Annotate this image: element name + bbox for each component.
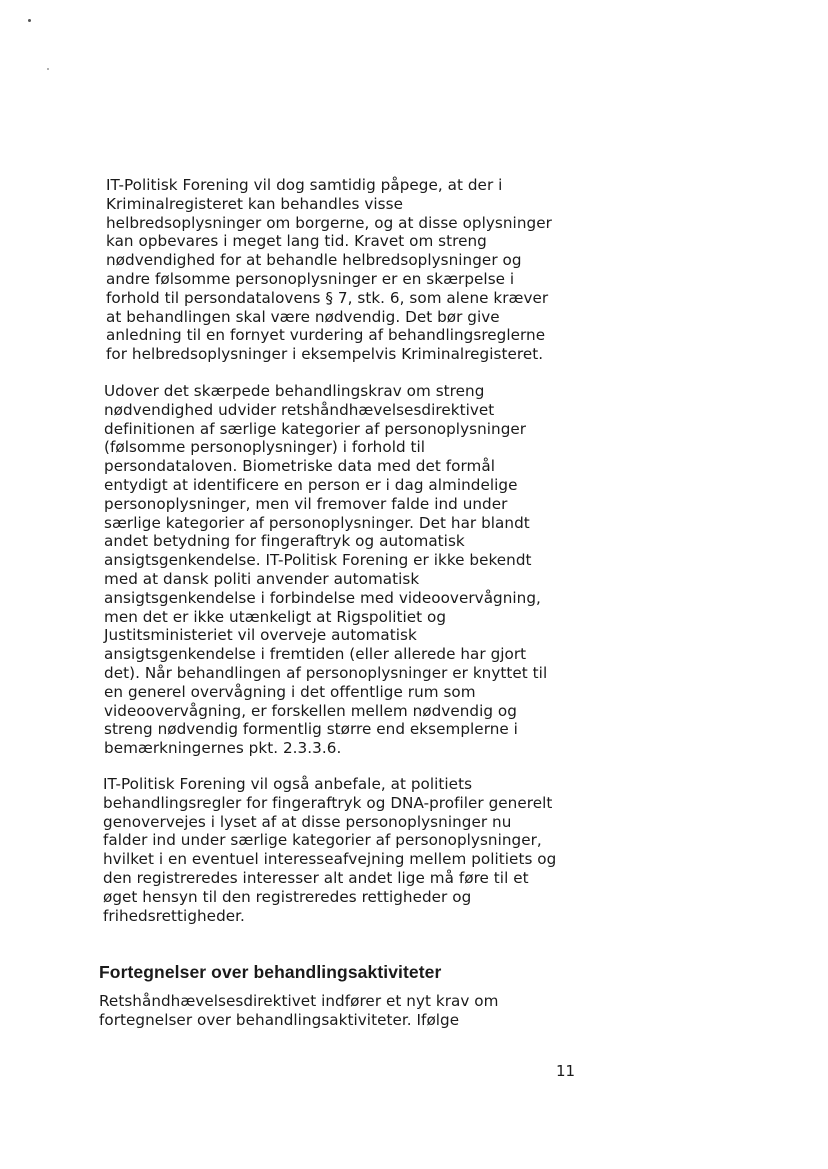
- text-line: en generel overvågning i det offentlige rum som: [104, 682, 476, 701]
- paragraph-records-intro: [99, 992, 498, 1030]
- paragraph-health-data: [106, 176, 552, 364]
- text-line: Kriminalregisteret kan behandles visse: [106, 194, 404, 213]
- text-line: at behandlingen skal være nødvendig. Det bør give: [106, 307, 500, 326]
- text-line: andet betydning for fingeraftryk og automatisk: [104, 532, 465, 551]
- text-line: personoplysninger, men vil fremover falde ind under: [104, 494, 508, 513]
- paragraph-fingerprint-dna: [103, 775, 556, 925]
- text-line: særlige kategorier af personoplysninger. Det har blandt: [104, 513, 530, 532]
- text-line: frihedsrettigheder.: [103, 906, 245, 925]
- text-line: for helbredsoplysninger i eksempelvis Kriminalregisteret.: [106, 345, 544, 364]
- text-line: Justitsministeriet vil overveje automatisk: [104, 626, 417, 645]
- page-number: 11: [556, 1062, 576, 1080]
- text-line: Retshåndhævelsesdirektivet indfører et nyt krav om: [99, 992, 499, 1010]
- scan-speck: [28, 19, 31, 22]
- text-line: Udover det skærpede behandlingskrav om streng: [104, 382, 485, 400]
- text-line: ansigtsgenkendelse i forbindelse med videoovervågning,: [104, 588, 541, 607]
- section-heading: Fortegnelser over behandlingsaktiviteter: [99, 962, 442, 982]
- text-line: (følsomme personoplysninger) i forhold til: [104, 438, 426, 457]
- text-line: genovervejes i lyset af at disse personoplysninger nu: [103, 812, 512, 831]
- text-line: falder ind under særlige kategorier af personoplysninger,: [103, 831, 542, 850]
- text-line: den registreredes interesser alt andet lige må føre til et: [103, 868, 529, 887]
- text-line: definitionen af særlige kategorier af personoplysninger: [104, 419, 527, 438]
- paragraph-special-categories: [104, 382, 547, 758]
- text-line: bemærkningernes pkt. 2.3.3.6.: [104, 739, 342, 758]
- text-line: øget hensyn til den registreredes rettigheder og: [103, 887, 472, 906]
- text-line: IT-Politisk Forening vil dog samtidig påpege, at der i: [106, 176, 503, 194]
- text-line: forhold til persondatalovens § 7, stk. 6, som alene kræver: [106, 288, 549, 307]
- text-line: helbredsoplysninger om borgerne, og at disse oplysninger: [106, 213, 552, 232]
- text-line: persondataloven. Biometriske data med det formål: [104, 457, 495, 476]
- text-line: anledning til en fornyet vurdering af behandlingsreglerne: [106, 326, 546, 345]
- text-line: entydigt at identificere en person er i dag almindelige: [104, 475, 518, 494]
- text-line: fortegnelser over behandlingsaktiviteter. Ifølge: [99, 1010, 460, 1029]
- text-line: ansigtsgenkendelse. IT-Politisk Forening er ikke bekendt: [104, 551, 532, 570]
- text-line: nødvendighed udvider retshåndhævelsesdirektivet: [104, 400, 495, 419]
- text-line: streng nødvendig formentlig større end eksemplerne i: [104, 720, 518, 739]
- text-line: nødvendighed for at behandle helbredsoplysninger og: [106, 251, 522, 270]
- text-line: ansigtsgenkendelse i fremtiden (eller allerede har gjort: [104, 645, 527, 664]
- text-line: behandlingsregler for fingeraftryk og DNA-profiler generelt: [103, 793, 553, 812]
- text-line: med at dansk politi anvender automatisk: [104, 569, 420, 588]
- text-line: men det er ikke utænkeligt at Rigspolitiet og: [104, 607, 447, 626]
- text-line: hvilket i en eventuel interesseafvejning mellem politiets og: [103, 850, 557, 869]
- text-line: IT-Politisk Forening vil også anbefale, at politiets: [103, 775, 473, 793]
- text-line: videoovervågning, er forskellen mellem nødvendig og: [104, 701, 517, 720]
- scan-speck: [47, 68, 49, 70]
- text-line: kan opbevares i meget lang tid. Kravet om streng: [106, 232, 487, 251]
- text-line: det). Når behandlingen af personoplysninger er knyttet til: [104, 663, 548, 682]
- text-line: andre følsomme personoplysninger er en skærpelse i: [106, 269, 515, 288]
